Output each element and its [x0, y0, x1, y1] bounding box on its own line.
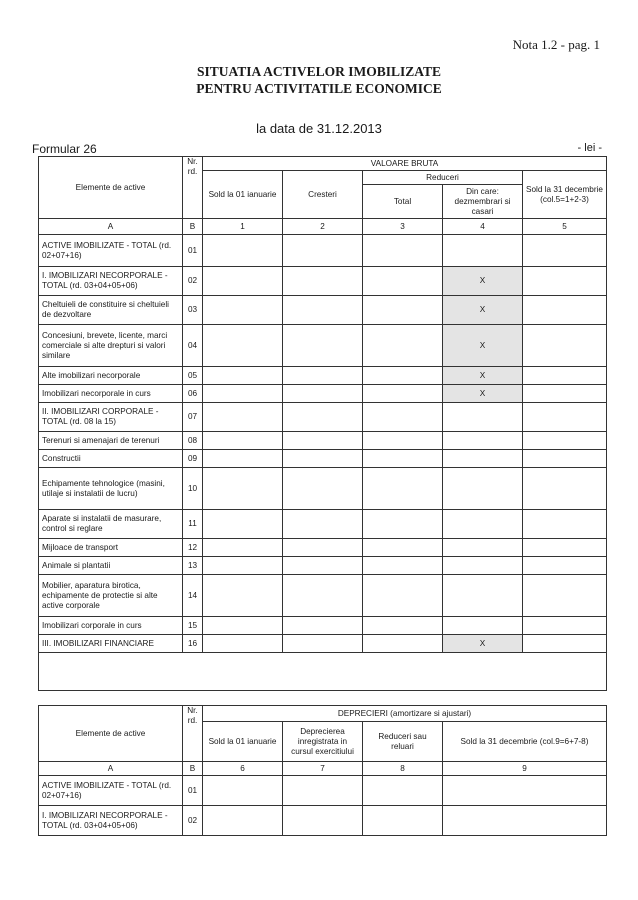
- cell-cresteri: [283, 432, 363, 450]
- table-row: [39, 468, 607, 510]
- row-label: Constructii: [39, 450, 183, 468]
- row-label: Alte imobilizari necorporale: [39, 367, 183, 385]
- row-label: ACTIVE IMOBILIZATE - TOTAL (rd. 02+07+16): [39, 235, 183, 267]
- table-row: [39, 510, 607, 539]
- date-value: 31.12.2013: [316, 121, 382, 136]
- row-label: Animale si plantatii: [39, 557, 183, 575]
- cell-depreciere: [283, 776, 363, 806]
- cell-sold-ianuarie: [203, 325, 283, 367]
- row-label: I. IMOBILIZARI NECORPORALE - TOTAL (rd. 03+04+05+06): [39, 806, 183, 836]
- letter-b: B: [183, 219, 203, 235]
- cell-sold-decembrie: [523, 432, 607, 450]
- cell-sold-ianuarie: [203, 539, 283, 557]
- cell-sold-decembrie: [523, 403, 607, 432]
- header-valoare-bruta: VALOARE BRUTA: [203, 157, 607, 171]
- row-number: 07: [183, 403, 203, 432]
- table-row: [39, 575, 607, 617]
- cell-sold-decembrie: [523, 617, 607, 635]
- date-label: la data de: [256, 121, 314, 136]
- header-elemente-2: Elemente de active: [39, 706, 183, 762]
- cell-sold-decembrie: [523, 539, 607, 557]
- header-reduceri: Reduceri: [363, 171, 523, 185]
- cell-sold-decembrie: [523, 510, 607, 539]
- header-sold-ianuarie: Sold la 01 ianuarie: [203, 171, 283, 219]
- cell-cresteri: [283, 539, 363, 557]
- cell-din-care: [443, 617, 523, 635]
- table-row: [39, 776, 607, 806]
- cell-sold-decembrie: [523, 635, 607, 653]
- table-row: [39, 296, 607, 325]
- cell-sold-decembrie: [523, 267, 607, 296]
- table-row: [39, 325, 607, 367]
- cell-sold-ianuarie: [203, 367, 283, 385]
- header-din-care: Din care: dezmembrari si casari: [443, 185, 523, 219]
- cell-sold-ianuarie: [203, 617, 283, 635]
- letter-4: 4: [443, 219, 523, 235]
- cell-total: [363, 296, 443, 325]
- cell-cresteri: [283, 468, 363, 510]
- cell-din-care: [443, 539, 523, 557]
- cell-cresteri: [283, 635, 363, 653]
- cell-total: [363, 617, 443, 635]
- gross-value-table: [38, 156, 607, 691]
- cell-cresteri: [283, 385, 363, 403]
- cell-cresteri: [283, 267, 363, 296]
- table-gap: [39, 653, 607, 691]
- cell-reduceri-reluari: [363, 806, 443, 836]
- cell-din-care: [443, 557, 523, 575]
- row-label: Concesiuni, brevete, licente, marci comerciale si alte drepturi si valori similare: [39, 325, 183, 367]
- cell-sold-decembrie: [443, 776, 607, 806]
- header-depreciere: Deprecierea inregistrata in cursul exercitiului: [283, 722, 363, 762]
- table-row: [39, 235, 607, 267]
- header-nr: Nr. rd.: [183, 157, 203, 219]
- row-number: 16: [183, 635, 203, 653]
- row-label: Mijloace de transport: [39, 539, 183, 557]
- row-label: III. IMOBILIZARI FINANCIARE: [39, 635, 183, 653]
- cell-sold-ianuarie: [203, 635, 283, 653]
- letter-a-2: A: [39, 762, 183, 776]
- cell-sold-decembrie: [523, 450, 607, 468]
- row-label: Imobilizari necorporale in curs: [39, 385, 183, 403]
- header-sold-decembrie-2: Sold la 31 decembrie (col.9=6+7-8): [443, 722, 607, 762]
- table-row: [39, 635, 607, 653]
- header-total: Total: [363, 185, 443, 219]
- cell-din-care: X: [443, 325, 523, 367]
- table-row: [39, 267, 607, 296]
- row-label: Aparate si instalatii de masurare, control si reglare: [39, 510, 183, 539]
- cell-total: [363, 450, 443, 468]
- letter-8: 8: [363, 762, 443, 776]
- cell-sold-decembrie: [523, 557, 607, 575]
- cell-din-care: [443, 235, 523, 267]
- letter-5: 5: [523, 219, 607, 235]
- row-number: 02: [183, 806, 203, 836]
- cell-din-care: X: [443, 267, 523, 296]
- cell-sold-decembrie: [523, 468, 607, 510]
- cell-sold-decembrie: [523, 296, 607, 325]
- row-label: II. IMOBILIZARI CORPORALE - TOTAL (rd. 08 la 15): [39, 403, 183, 432]
- cell-cresteri: [283, 557, 363, 575]
- row-number: 15: [183, 617, 203, 635]
- cell-sold-ianuarie: [203, 235, 283, 267]
- cell-cresteri: [283, 575, 363, 617]
- cell-sold-ianuarie: [203, 575, 283, 617]
- title-line-2: PENTRU ACTIVITATILE ECONOMICE: [196, 81, 442, 96]
- header-reduceri-reluari: Reduceri sau reluari: [363, 722, 443, 762]
- row-number: 10: [183, 468, 203, 510]
- cell-total: [363, 385, 443, 403]
- document-title: [0, 63, 638, 97]
- cell-din-care: [443, 403, 523, 432]
- cell-reduceri-reluari: [363, 776, 443, 806]
- cell-sold-ianuarie: [203, 385, 283, 403]
- cell-cresteri: [283, 617, 363, 635]
- header-cresteri: Cresteri: [283, 171, 363, 219]
- cell-din-care: [443, 468, 523, 510]
- row-label: Cheltuieli de constituire si cheltuieli de dezvoltare: [39, 296, 183, 325]
- row-number: 09: [183, 450, 203, 468]
- title-line-1: SITUATIA ACTIVELOR IMOBILIZATE: [196, 64, 442, 79]
- cell-din-care: [443, 575, 523, 617]
- depreciation-table: [38, 705, 607, 836]
- cell-cresteri: [283, 296, 363, 325]
- letter-9: 9: [443, 762, 607, 776]
- row-label: I. IMOBILIZARI NECORPORALE - TOTAL (rd. 03+04+05+06): [39, 267, 183, 296]
- cell-cresteri: [283, 235, 363, 267]
- cell-total: [363, 267, 443, 296]
- table-row: [39, 432, 607, 450]
- cell-sold-ianuarie: [203, 776, 283, 806]
- cell-total: [363, 635, 443, 653]
- row-number: 11: [183, 510, 203, 539]
- row-label: Mobilier, aparatura birotica, echipamente de protectie si alte active corporale: [39, 575, 183, 617]
- cell-cresteri: [283, 325, 363, 367]
- row-number: 01: [183, 776, 203, 806]
- cell-din-care: [443, 450, 523, 468]
- cell-din-care: X: [443, 296, 523, 325]
- letter-7: 7: [283, 762, 363, 776]
- table-row: [39, 385, 607, 403]
- letter-b-2: B: [183, 762, 203, 776]
- cell-sold-ianuarie: [203, 468, 283, 510]
- table-row: [39, 806, 607, 836]
- cell-sold-ianuarie: [203, 557, 283, 575]
- cell-cresteri: [283, 367, 363, 385]
- cell-din-care: [443, 432, 523, 450]
- cell-total: [363, 235, 443, 267]
- cell-total: [363, 432, 443, 450]
- row-number: 04: [183, 325, 203, 367]
- header-sold-ianuarie-2: Sold la 01 ianuarie: [203, 722, 283, 762]
- cell-depreciere: [283, 806, 363, 836]
- page-note: Nota 1.2 - pag. 1: [512, 37, 600, 52]
- cell-sold-decembrie: [523, 575, 607, 617]
- row-number: 02: [183, 267, 203, 296]
- cell-sold-ianuarie: [203, 432, 283, 450]
- table-row: [39, 557, 607, 575]
- currency-unit: - lei -: [577, 142, 602, 154]
- letter-6: 6: [203, 762, 283, 776]
- row-number: 12: [183, 539, 203, 557]
- cell-cresteri: [283, 450, 363, 468]
- cell-total: [363, 468, 443, 510]
- row-number: 03: [183, 296, 203, 325]
- row-number: 06: [183, 385, 203, 403]
- cell-din-care: [443, 510, 523, 539]
- row-number: 13: [183, 557, 203, 575]
- letter-a: A: [39, 219, 183, 235]
- table-row: [39, 367, 607, 385]
- cell-sold-decembrie: [523, 367, 607, 385]
- header-elemente: Elemente de active: [39, 157, 183, 219]
- header-deprecieri: DEPRECIERI (amortizare si ajustari): [203, 706, 607, 722]
- cell-cresteri: [283, 510, 363, 539]
- cell-sold-decembrie: [523, 385, 607, 403]
- cell-sold-ianuarie: [203, 267, 283, 296]
- cell-sold-ianuarie: [203, 806, 283, 836]
- table-row: [39, 539, 607, 557]
- cell-total: [363, 575, 443, 617]
- cell-cresteri: [283, 403, 363, 432]
- table-row: [39, 403, 607, 432]
- letter-1: 1: [203, 219, 283, 235]
- column-letter-row: [39, 219, 607, 235]
- cell-total: [363, 539, 443, 557]
- table-row: [39, 617, 607, 635]
- row-number: 14: [183, 575, 203, 617]
- cell-sold-decembrie: [523, 235, 607, 267]
- header-nr-2: Nr. rd.: [183, 706, 203, 762]
- row-number: 05: [183, 367, 203, 385]
- table-row: [39, 450, 607, 468]
- cell-sold-ianuarie: [203, 403, 283, 432]
- row-label: ACTIVE IMOBILIZATE - TOTAL (rd. 02+07+16): [39, 776, 183, 806]
- cell-din-care: X: [443, 367, 523, 385]
- cell-sold-ianuarie: [203, 510, 283, 539]
- cell-total: [363, 403, 443, 432]
- header-sold-decembrie: Sold la 31 decembrie (col.5=1+2-3): [523, 171, 607, 219]
- cell-total: [363, 325, 443, 367]
- report-date: [0, 121, 638, 136]
- cell-total: [363, 510, 443, 539]
- cell-total: [363, 367, 443, 385]
- cell-din-care: X: [443, 635, 523, 653]
- column-letter-row-2: [39, 762, 607, 776]
- letter-2: 2: [283, 219, 363, 235]
- cell-din-care: X: [443, 385, 523, 403]
- letter-3: 3: [363, 219, 443, 235]
- cell-sold-ianuarie: [203, 296, 283, 325]
- form-number: Formular 26: [32, 142, 97, 156]
- row-number: 01: [183, 235, 203, 267]
- cell-sold-decembrie: [443, 806, 607, 836]
- row-label: Echipamente tehnologice (masini, utilaje si instalatii de lucru): [39, 468, 183, 510]
- row-label: Terenuri si amenajari de terenuri: [39, 432, 183, 450]
- row-label: Imobilizari corporale in curs: [39, 617, 183, 635]
- cell-sold-decembrie: [523, 325, 607, 367]
- cell-total: [363, 557, 443, 575]
- row-number: 08: [183, 432, 203, 450]
- cell-sold-ianuarie: [203, 450, 283, 468]
